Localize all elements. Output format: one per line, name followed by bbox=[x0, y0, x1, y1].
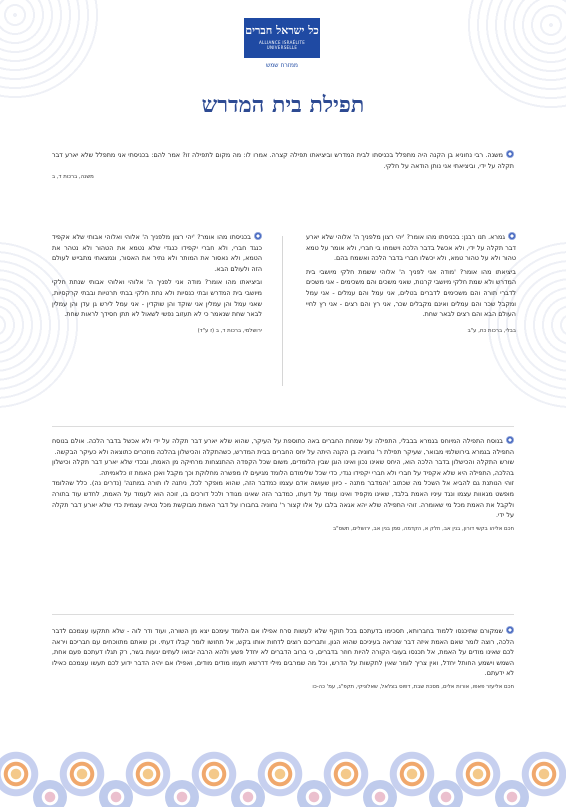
commentary-1-source: חכם אליהו בקשי דורון, בנין אב, חלק א, הקדמה, סמן בנין אב, ירושלים, תשס"ב bbox=[332, 525, 514, 532]
commentary-1-paragraph-2: שורש התקלה והכישלון בדבר הלכה הוא, היחס שאינו נכון ואינו הוגן שבין הלומדים, משום שכל הקפדה ההתנצחות מרחיקה מן האמת, ובכדי שלא יארע דבר תקלה וכישלון בהלכה, התפילה היא שלא אקפיד על חברי ולא חברי יקפידו נגדי, כדי שכל שלימודם הלומד מגיעים לו מפשרה מחלוקת וכך מקבל ואכן האמת זו כלאמיתה. bbox=[52, 458, 514, 477]
yerushalmi-column bbox=[52, 232, 262, 336]
bavli-paragraph-2: ביציאתו מהו אומר? 'מודה אני לפניך ה' אלוהי ששמת חלקי מיושבי בית המדרש ולא שמת חלקי מיושבי קרנות, שאני משכים והם משכימים - אני משכים לדברי תורה והם משכימים לדברים בטלים, אני עמל והם עמלים - אני עמל ומקבל שכר והם עמלים ואינם מקבלים שכר, אני רץ והם רצים - אני רץ לחיי העולם הבא והם רצים לבאר שחת. bbox=[306, 267, 516, 319]
section-divider bbox=[52, 614, 514, 615]
mishna-source: משנה, ברכות ד, ב bbox=[52, 174, 94, 181]
commentary-block-1 bbox=[52, 436, 514, 534]
mishna-text: משנה. רבי נחוניא בן הקנה היה מתפלל בכניסתו לבית המדרש וביציאתו תפילה קצרה. אמרו לו: מה מקום לתפילה זו? אמר להם: בכניסתי אני מתפלל שלא יארע דבר תקלה על ידי, וביציאתי אני נותן הודאה על חלקי. bbox=[52, 151, 514, 170]
commentary-block-2 bbox=[52, 626, 514, 693]
logo-tagline: ממזרח שמש bbox=[265, 62, 299, 69]
pattern-tile bbox=[495, 780, 529, 807]
yerushalmi-source: ירושלמי, ברכות ד, ב (ז ע"ד) bbox=[197, 327, 262, 334]
footer-pattern bbox=[0, 742, 566, 807]
commentary-2-source: חכם אליעזר פאפו, אורות אלים, מסכת שבת, דפוס בצלאל, שאלוניקי, תקפ"ג, עמ' כה-כו bbox=[312, 683, 514, 690]
pattern-tile bbox=[231, 780, 265, 807]
pattern-tile bbox=[363, 780, 397, 807]
corner-ornament bbox=[0, 0, 100, 100]
logo bbox=[244, 18, 320, 58]
flower-bullet-icon bbox=[506, 150, 514, 158]
flower-bullet-icon bbox=[506, 626, 514, 634]
logo-subtitle: ALLIANCE ISRAÉLITE UNIVERSELLE bbox=[258, 40, 306, 50]
column-divider bbox=[282, 236, 283, 386]
commentary-1-paragraph-1: בנוסח התפילה המיוחס בגמרא בבבלי, התפילה על שמחת החברים באה כתוספת על העיקר, שהוא שלא יארע דבר תקלה על ידי ולא אכשל בדבר הלכה. אולם בנוסח התפילה בגמרא בירושלמי מבואר, שעיקר תפילת ר' נחוניה בן הקנה היתה על יחס החברים בבית המדרש, כשהתקלה והכישלון בהלכה מוזכרים כתוצאה ולא כעיקר הבקשה. bbox=[52, 437, 514, 456]
page-title: תפילת בית המדרש bbox=[201, 92, 365, 118]
flower-bullet-icon bbox=[506, 436, 514, 444]
logo-name: כל ישראל חברים bbox=[245, 24, 319, 37]
pattern-tile bbox=[165, 780, 199, 807]
bavli-paragraph-1: גמרא. תנו רבנן: בכניסתו מהו אומר? 'יהי רצון מלפניך ה' אלוהי שלא יארע דבר תקלה על ידי, ולא אכשל בדבר הלכה וישמחו בי חברי, ולא אומר על טמא טהור ולא על טהור טמא, ולא יכשלו חברי בדבר הלכה ואשמח בהם. bbox=[306, 233, 516, 263]
commentary-1-paragraph-3: זוהי הנותנת גם להביא אל השכל מה שכתוב 'והמדבר מתנה - כיוון שעושה אדם עצמו כמדבר הזה, שהוא מופקר לכל, ניתנה לו תורה במתנה' (נדרים נה). כלל שהלומד מופשט מגאוות עצמו ונגד עיניו האמת בלבד, שאינו מקפיד ואינו עומד על דעתו, כמדבר הזה שאינו מגודר ולכל דורכים בו, זוכה הוא לעמוד על האמת, לחדש עוד בתורה ולקבל את האמת מכל מי שאומרה. זוהי התפילה שלא יהא אגאה בלבו על אלו קצור ר' נחוניה בחבורו על דבר האמת מבוקשת מכל נטייה עצמית כדי שלא יארע דבר תקלה על ידי. bbox=[52, 479, 514, 520]
yerushalmi-paragraph-1: בכניסתו מהו אומר? 'יהי רצון מלפניך ה' אלוהי ואלוהי אבותי שלא אקפיד כנגד חברי, ולא חברי יקפידו כנגדי שלא נטמא את הטהור ולא נטהר את הטמא, ולא נאסור את המותר ולא נתיר את האסור, ונמצאתי מתבייש לעולם הזה ולעולם הבא. bbox=[52, 233, 262, 273]
bavli-source: בבלי, ברכות כח, ע"ב bbox=[467, 327, 516, 334]
flower-bullet-icon bbox=[508, 232, 516, 240]
bavli-column bbox=[306, 232, 516, 336]
section-divider bbox=[52, 426, 514, 427]
mishna-block bbox=[52, 150, 514, 183]
commentary-2-paragraph-1: שמקורם שתיכנסו ללמוד בחברותא, תסכימו בדעתכם בכל תוקף שלא לעשות סרח אפילו אם הלומד עימכם יצא מן השורה, ועוד ודר לוה - שלא תתקעו עצמכם לדבר הלכה, רוצה לומר שאם האמת איזה דבר שנראה בעיניכם שהוא הגון, ותבריכם רוצים לדחות אותו בקש, אל תחושו לומר קבלו דעתי. וכן שאתם מתווכחים עם חבריכם ויראה לכם שאינו מודים על האמת, אל תכנסו בעובי הקורה להיות חוזר בדברים, כי ברוב הדברים לא יחדל פשע ולהא הרבה יבואו לעתים יגעות בשר, רק תגלו דעתכם פעם אחת, השמש וישמע החותל יחדל, ואין צריך לומר שאין לתקשות על הדרש, וכל מה שמרבים מילי דדרשא תעמו מודים מודים, ואפילו אם יהיה הדבר ידוע לכם תעשו עצמכם כאילו לא ידעתם. bbox=[52, 627, 514, 678]
pattern-tile bbox=[429, 780, 463, 807]
flower-bullet-icon bbox=[254, 232, 262, 240]
pattern-tile bbox=[297, 780, 331, 807]
yerushalmi-paragraph-2: וביציאתו מהו אומר? מודה אני לפניך ה' אלוהי ואלוהי אבותי שנתת חלקי מיושבי בית המדרש ובתי כנסיות ולא נתת חלקי בבתי תרטיות ובבתי קרקסיות, שאני עמל והן עמלין אני שוקד והן שוקדין - אני עמל לירש גן עדן והן עמלין לבאר שחת שנאמר כי לא תעזוב נפשי לשאול לא תתן חסידך לראות שחת. bbox=[52, 278, 262, 319]
pattern-tile bbox=[99, 780, 133, 807]
pattern-tile bbox=[33, 780, 67, 807]
